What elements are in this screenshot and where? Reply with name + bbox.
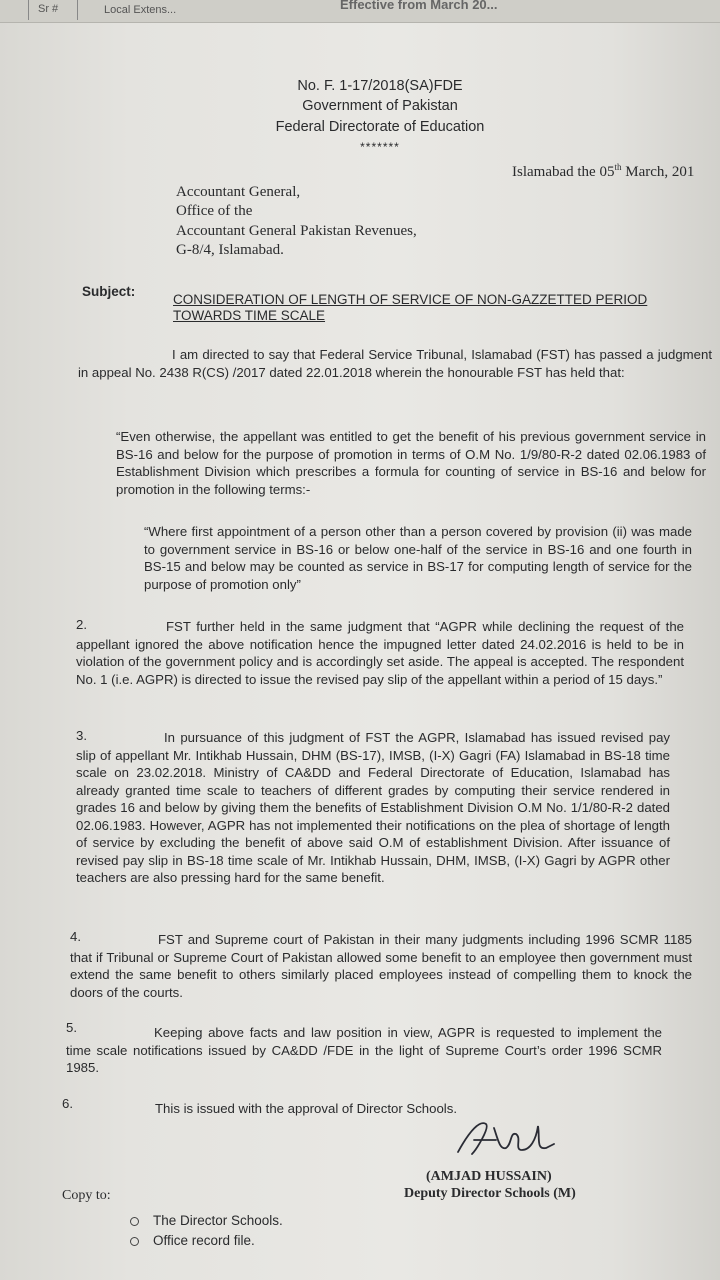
signatory-designation-text: Deputy Director Schools (M) [404,1186,576,1201]
header-stars: ******* [360,140,400,154]
address-line-3: Accountant General Pakistan Revenues, [176,223,417,239]
government-name: Government of Pakistan [302,98,458,114]
paragraph-4-number: 4. [70,929,81,944]
signatory-name: (AMJAD HUSSAIN) [426,1169,552,1184]
copy-to-item-text: The Director Schools. [153,1213,283,1228]
strip-cell-label: Sr # [38,3,59,15]
quote-1: “Even otherwise, the appellant was entitled to get the benefit of his previous government service in BS-16 and below for the purpose of promotion in terms of O.M No. 1/9/80-R-2 dated 02.06.1983 of Establishment Division which prescribes a formula for counting of service in BS-16 and below for promotion in the following terms:- [116,429,706,497]
paragraph-2-number: 2. [76,617,87,632]
paragraph-6-number: 6. [62,1096,73,1111]
paragraph-5-number: 5. [66,1020,77,1035]
date-line [512,162,694,181]
directorate-name: Federal Directorate of Education [275,119,485,135]
strip-right-label: Effective from March 20... [340,0,498,12]
file-number: No. F. 1-17/2018(SA)FDE [297,78,463,94]
bullet-icon [130,1237,139,1246]
address-line-4: G-8/4, Islamabad. [176,242,284,258]
address-line-1: Accountant General, [176,184,301,200]
paragraph-2: FST further held in the same judgment that “AGPR while declining the request of the appellant ignored the above notification hence the impugned letter dated 24.02.2016 is held to be in violation of the government policy and is accordingly set aside. The appeal is accepted. The respondent No. 1 (i.e. AGPR) is directed to issue the revised pay slip of the appellant within a period of 15 days.” [76,619,684,687]
paragraph-6: This is issued with the approval of Director Schools. [155,1101,457,1116]
strip-left-label: Local Extens... [104,4,177,16]
bullet-icon [130,1217,139,1226]
date-rest: March, 201 [621,164,695,180]
copy-to-item [130,1232,255,1250]
subject-title-line-1: CONSIDERATION OF LENGTH OF SERVICE OF NON-GAZZETTED PERIOD [173,292,648,307]
date-prefix: Islamabad the 05 [512,164,615,180]
subject-title-line-2: TOWARDS TIME SCALE [173,308,326,323]
copy-to-label: Copy to: [62,1188,111,1203]
signatory-designation [404,1186,576,1202]
paragraph-3-number: 3. [76,728,87,743]
paragraph-4: FST and Supreme court of Pakistan in their many judgments including 1996 SCMR 1185 that if Tribunal or Supreme Court of Pakistan allowed some benefit to an employee then government must extend the same benefit to others similarly placed employees instead of compelling them to knock the doors of the courts. [70,932,692,1000]
date-suffix: th [614,162,622,172]
paragraph-1: I am directed to say that Federal Service Tribunal, Islamabad (FST) has passed a judgment in appeal No. 2438 R(CS) /2017 dated 22.01.2018 wherein the honourable FST has held that: [78,347,712,380]
copy-to-item [130,1212,283,1230]
previous-page-strip [0,0,720,23]
address-line-2: Office of the [176,203,253,219]
quote-2: “Where first appointment of a person other than a person covered by provision (ii) was made to government service in BS-16 or below one-half of the service in BS-16 and one fourth in BS-15 and below may be counted as service in BS-17 for computing length of service for the purpose of promotion only” [144,524,692,592]
paragraph-3: In pursuance of this judgment of FST the AGPR, Islamabad has issued revised pay slip of appellant Mr. Intikhab Hussain, DHM (BS-17), IMSB, (I-X) Gagri (FA) Islamabad in BS-18 time scale on 23.02.2018. Ministry of CA&DD and Federal Directorate of Education, Islamabad has already granted time scale to teachers of different grades by computing their service rendered in grades 16 and below by giving them the benefits of Establishment Division O.M No. 1/1/80-R-2 dated 02.06.1983. However, AGPR has not implemented their notifications on the plea of shortage of length of service by excluding the benefit of above said O.M of establishment Division. After issuance of revised pay slip in BS-18 time scale of Mr. Intikhab Hussain, DHM, IMSB, (I-X) Gagri by AGPR other teachers are also pressing hard for the same benefit. [76,730,670,885]
paragraph-5: Keeping above facts and law position in view, AGPR is requested to implement the time scale notifications issued by CA&DD /FDE in the light of Supreme Court’s order 1996 SCMR 1985. [66,1025,662,1075]
subject-label: Subject: [82,284,136,299]
copy-to-item-text: Office record file. [153,1233,255,1248]
